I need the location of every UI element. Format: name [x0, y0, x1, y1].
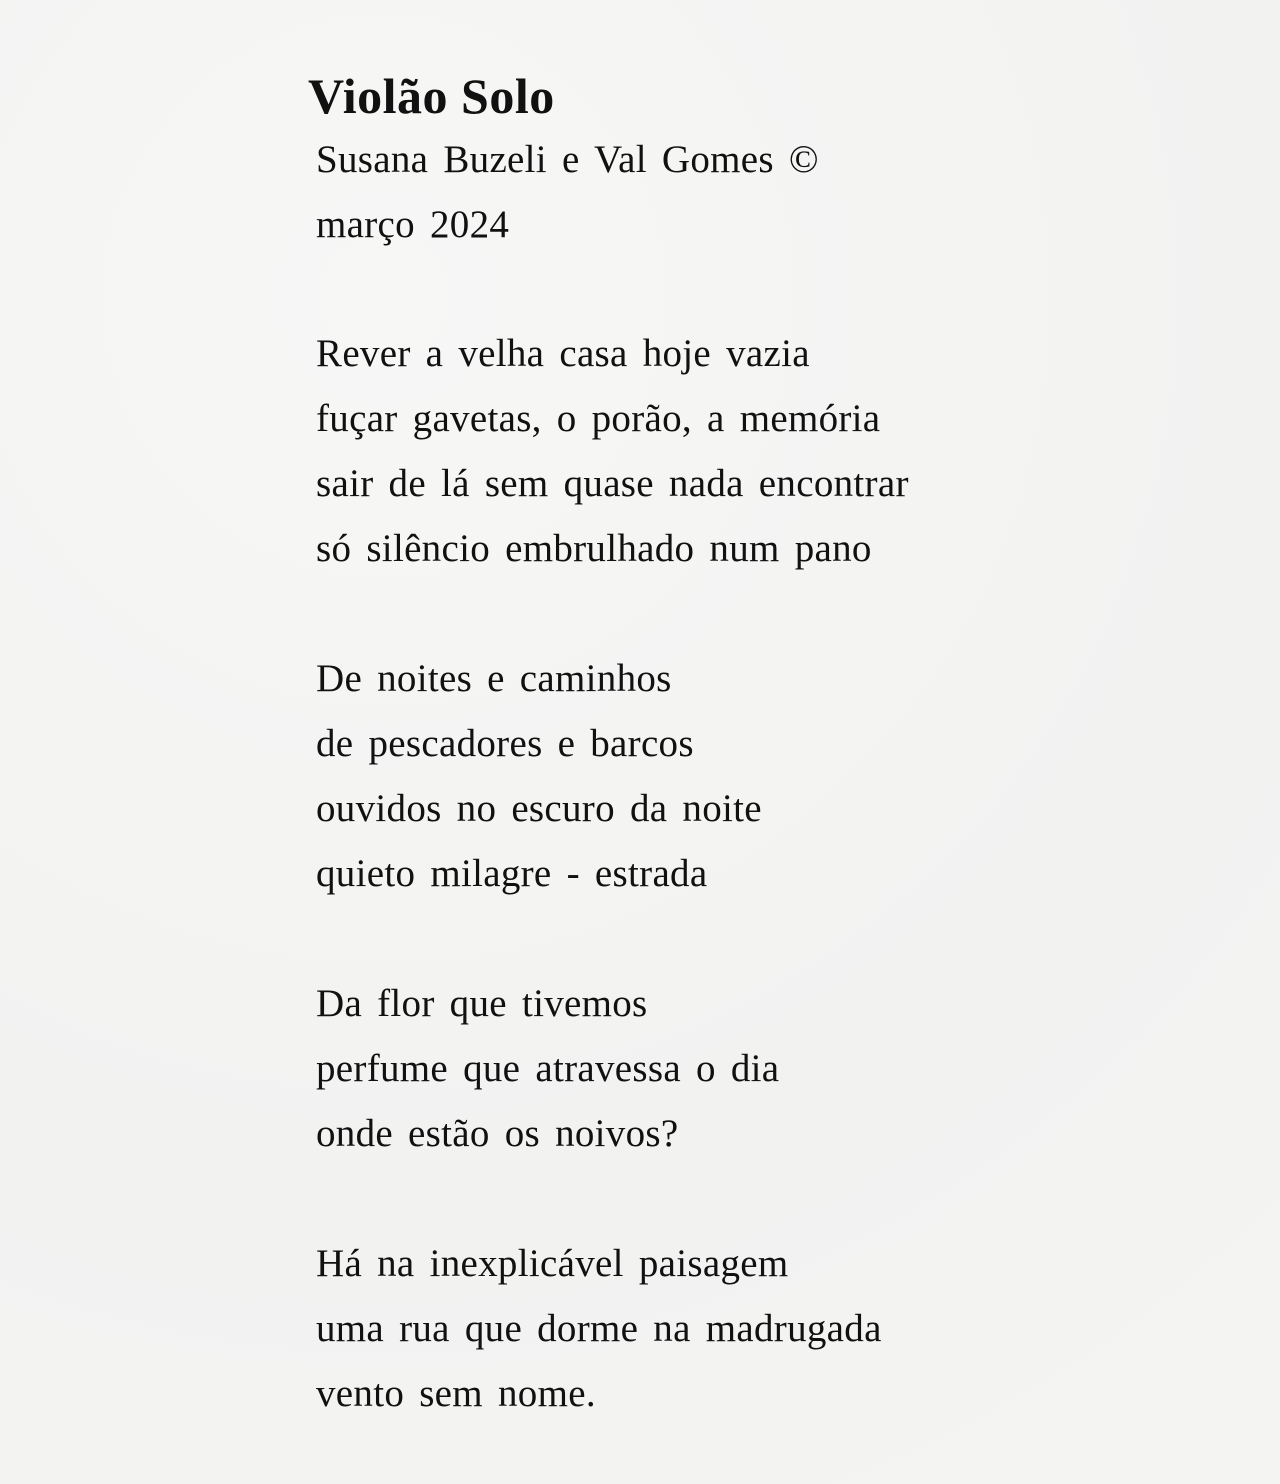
verse-line: quieto milagre - estrada [316, 852, 708, 895]
verse-line: Rever a velha casa hoje vazia [316, 332, 810, 375]
verse-line: fuçar gavetas, o porão, a memória [316, 397, 881, 440]
verse-line: só silêncio embrulhado num pano [316, 527, 872, 570]
verse-line: sair de lá sem quase nada encontrar [316, 462, 909, 505]
poem-authors: Susana Buzeli e Val Gomes © [316, 138, 819, 181]
verse-line: uma rua que dorme na madrugada [316, 1307, 882, 1350]
verse-line: Da flor que tivemos [316, 982, 648, 1025]
verse-line: Há na inexplicável paisagem [316, 1242, 789, 1285]
verse-line: vento sem nome. [316, 1372, 596, 1415]
verse-line: de pescadores e barcos [316, 722, 694, 765]
verse-line: onde estão os noivos? [316, 1112, 679, 1155]
poem-title: Violão Solo [308, 68, 555, 124]
verse-line: perfume que atravessa o dia [316, 1047, 780, 1090]
poem-date: março 2024 [316, 203, 510, 246]
verse-line: De noites e caminhos [316, 657, 672, 700]
verse-line: ouvidos no escuro da noite [316, 787, 762, 830]
